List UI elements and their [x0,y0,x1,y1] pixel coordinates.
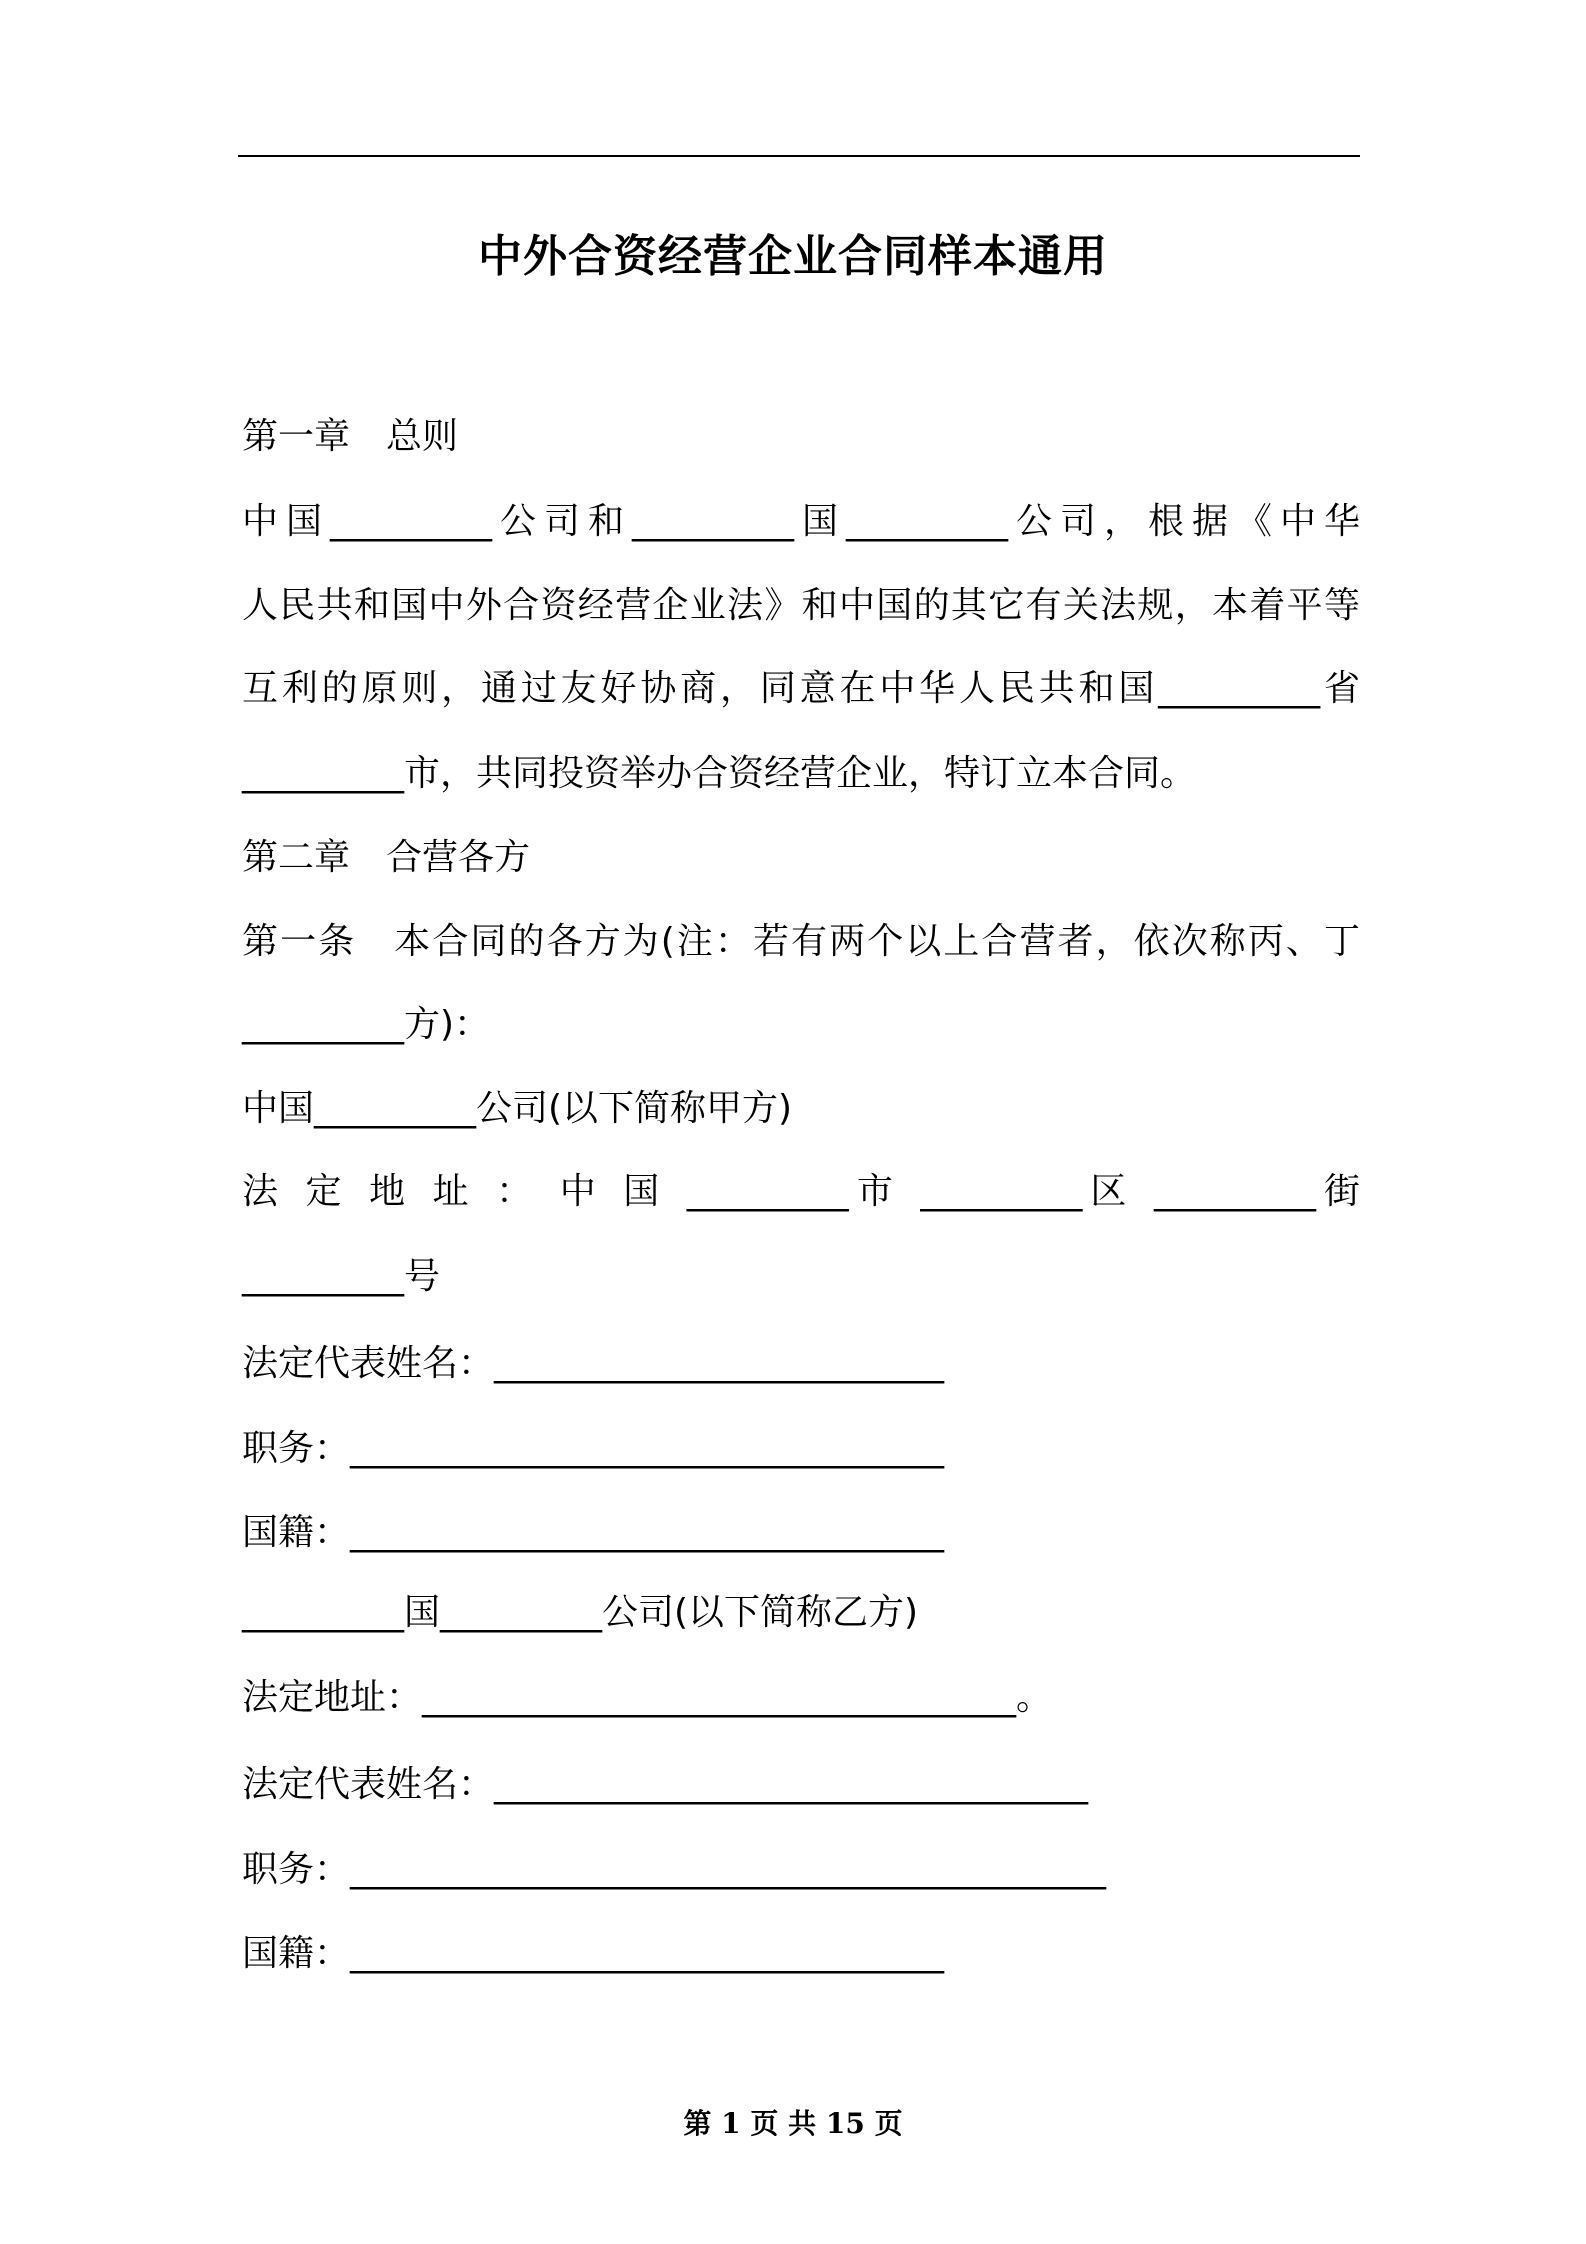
party-a-position: 职务：_________________________________ [242,1428,945,1469]
paragraph-line: _________市，共同投资举办合资经营企业，特订立本合同。 [242,753,1197,794]
document-title: 中外合资经营企业合同样本通用 [478,231,1108,282]
party-b-representative: 法定代表姓名：_________________________________ [242,1764,1089,1805]
paragraph-line: 中国_________公司和_________国_________公司，根据《中华 [242,501,1360,542]
article-line: 第一条 本合同的各方为(注：若有两个以上合营者，依次称丙、丁 [242,921,1360,962]
party-b-position: 职务：__________________________________________ [242,1849,1107,1890]
chapter-heading: 第一章 总则 [242,416,459,457]
header-rule [238,155,1360,157]
party-b-nationality: 国籍：_________________________________ [242,1933,945,1974]
chapter-heading: 第二章 合营各方 [242,837,531,878]
party-a-address: 法 定 地 址 ： 中 国 _________市 _________区 _________街 [242,1171,1360,1212]
party-a-representative: 法定代表姓名：_________________________ [242,1343,945,1384]
paragraph-line: 人民共和国中外合资经营企业法》和中国的其它有关法规，本着平等 [242,585,1360,626]
party-b-address: 法定地址：_________________________________。 [242,1677,1053,1718]
article-line: _________方)： [242,1004,491,1045]
party-b-line: _________国_________公司(以下简称乙方) [242,1592,919,1633]
page-number: 第 1 页 共 15 页 [683,2107,903,2140]
party-a-address: _________号 [242,1256,441,1297]
paragraph-line: 互利的原则，通过友好协商，同意在中华人民共和国_________省 [242,668,1360,709]
party-a-line: 中国_________公司(以下简称甲方) [242,1088,793,1129]
party-a-nationality: 国籍：_________________________________ [242,1512,945,1553]
